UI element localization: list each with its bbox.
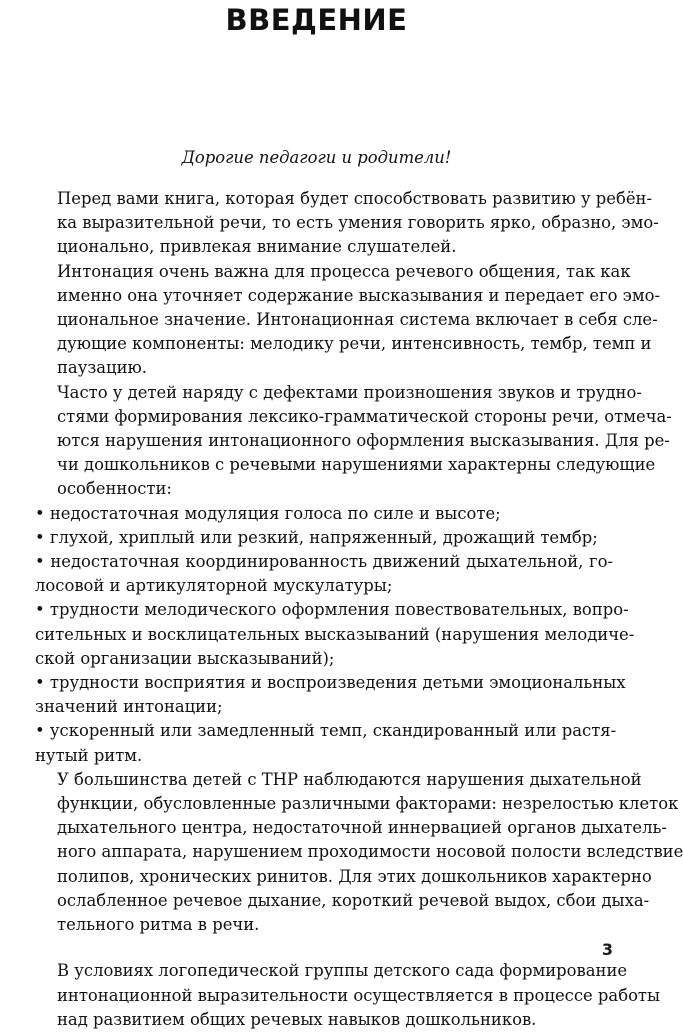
text-line: паузацию.: [57, 358, 147, 378]
text-line: ного аппарата, нарушением проходимости носовой полости вследствие: [57, 842, 683, 862]
text-line: полипов, хронических ринитов. Для этих дошкольников характерно: [57, 866, 652, 886]
paragraph: [30, 260, 661, 381]
paragraph: [30, 381, 672, 502]
body-text: [30, 187, 683, 1032]
list-item: [30, 502, 613, 526]
text-line: именно она уточняет содержание высказывания и передает его эмо-: [57, 285, 661, 305]
list-item: [30, 719, 617, 767]
text-line: ционально, привлекая внимание слушателей.: [57, 237, 457, 257]
paragraph: [30, 959, 661, 1032]
text-line: • ускоренный или замедленный темп, скандированный или растя-: [35, 721, 617, 741]
text-line: лосовой и артикуляторной мускулатуры;: [35, 576, 393, 596]
text-line: • недостаточная координированность движений дыхательной, го-: [35, 552, 613, 572]
list-item: [30, 671, 626, 719]
paragraph: [30, 187, 659, 260]
text-line: циональное значение. Интонационная система включает в себя сле-: [57, 310, 658, 330]
salutation: Дорогие педагоги и родители!: [181, 148, 452, 167]
text-line: Часто у детей наряду с дефектами произношения звуков и трудно-: [57, 382, 642, 402]
text-line: В условиях логопедической группы детского сада формирование: [57, 961, 628, 981]
list-item: [30, 598, 635, 671]
list-item: [30, 550, 613, 598]
text-line: ются нарушения интонационного оформления высказывания. Для ре-: [57, 431, 670, 451]
text-line: У большинства детей с ТНР наблюдаются нарушения дыхательной: [57, 769, 642, 789]
text-line: стями формирования лексико-грамматической стороны речи, отмеча-: [57, 406, 672, 426]
text-line: над развитием общих речевых навыков дошкольников.: [57, 1009, 537, 1029]
text-line: ской организации высказываний);: [35, 648, 335, 668]
text-line: значений интонации;: [35, 697, 223, 717]
text-line: • глухой, хриплый или резкий, напряженный, дрожащий тембр;: [35, 527, 598, 547]
text-line: • трудности мелодического оформления повествовательных, вопро-: [35, 600, 629, 620]
text-line: дыхательного центра, недостаточной иннервацией органов дыхатель-: [57, 818, 667, 838]
text-line: Интонация очень важна для процесса речевого общения, так как: [57, 261, 631, 281]
page-title: ВВЕДЕНИЕ: [225, 3, 408, 37]
text-line: • трудности восприятия и воспроизведения детьми эмоциональных: [35, 673, 626, 693]
text-line: сительных и восклицательных высказываний (нарушения мелодиче-: [35, 624, 635, 644]
paragraph: [30, 768, 683, 937]
text-line: нутый ритм.: [35, 745, 143, 765]
text-line: тельного ритма в речи.: [57, 915, 260, 935]
text-line: • недостаточная модуляция голоса по силе и высоте;: [35, 503, 501, 523]
text-line: Перед вами книга, которая будет способствовать развитию у ребён-: [57, 189, 653, 208]
text-line: функции, обусловленные различными факторами: незрелостью клеток: [57, 794, 679, 814]
text-line: ослабленное речевое дыхание, короткий речевой выдох, сбои дыха-: [57, 890, 650, 910]
text-line: особенности:: [57, 479, 172, 499]
text-line: ка выразительной речи, то есть умения говорить ярко, образно, эмо-: [57, 213, 659, 233]
text-line: интонационной выразительности осуществляется в процессе работы: [57, 985, 661, 1005]
text-line: дующие компоненты: мелодику речи, интенсивность, тембр, темп и: [57, 334, 652, 354]
text-line: чи дошкольников с речевыми нарушениями характерны следующие: [57, 455, 656, 475]
list-item: [30, 526, 613, 550]
page-number: 3: [601, 940, 613, 959]
